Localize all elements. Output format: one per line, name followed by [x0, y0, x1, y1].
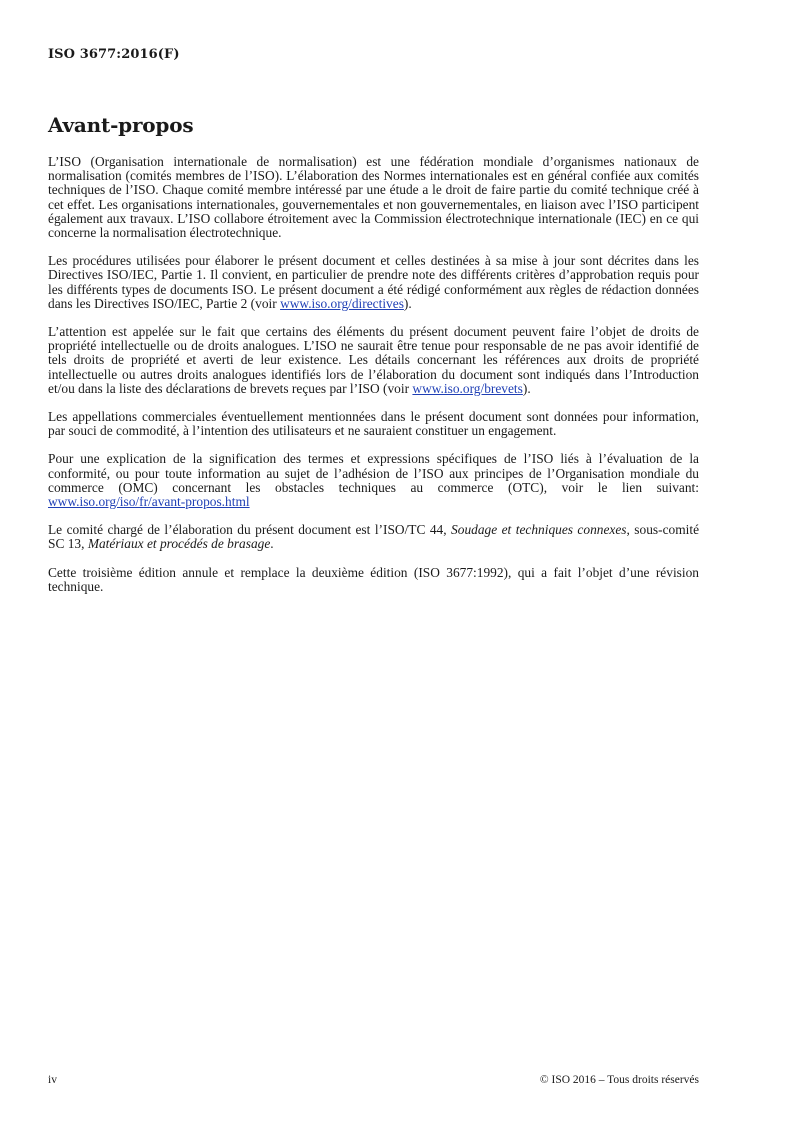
paragraph-6-end: .: [270, 536, 274, 552]
patents-link[interactable]: www.iso.org/brevets: [412, 380, 523, 396]
paragraph-2-text: Les procédures utilisées pour élaborer le présent document et celles destinées à sa mise à jour sont décrites dans les Directives ISO/IEC, Partie 1. Il convient, en particulier de prendre note des différents critères d’approbation requis pour les différents types de documents ISO. Le présent document a été rédigé conformément aux règles de rédaction données dans les Directives ISO/IEC, Partie 2 (voir: [48, 253, 699, 311]
paragraph-2: [48, 254, 699, 311]
paragraph-6-middle: , sous-comité SC 13,: [48, 522, 700, 552]
paragraph-1: L’ISO (Organisation internationale de normalisation) est une fédération mondiale d’organismes nationaux de normalisation (comités membres de l’ISO). L’élaboration des Normes internationales est en général confiée aux comités techniques de l’ISO. Chaque comité membre intéressé par une étude a le droit de faire partie du comité technique créé à cet effet. Les organisations internationales, gouvernementales et non gouvernementales, en liaison avec l’ISO participent également aux travaux. L’ISO collabore étroitement avec la Commission électrotechnique internationale (IEC) en ce qui concerne la normalisation électrotechnique.: [48, 154, 699, 241]
paragraph-5-text: Pour une explication de la signification des termes et expressions spécifiques de l’ISO liés à l’évaluation de la conformité, ou pour toute information au sujet de l’adhésion de l’ISO aux principes de l’Organisation mondiale du commerce (OMC) concernant les obstacles techniques au commerce (OTC), voir le lien suivant:: [48, 451, 699, 495]
paragraph-3-end: ).: [522, 380, 531, 396]
section-title: Avant-propos: [48, 113, 194, 137]
foreword-info-link[interactable]: www.iso.org/iso/fr/avant-propos.html: [48, 494, 250, 510]
paragraph-3-text: L’attention est appelée sur le fait que certains des éléments du présent document peuvent faire l’objet de droits de propriété intellectuelle ou de droits analogues. L’ISO ne saurait être tenue pour responsable de ne pas avoir identifié de tels droits de propriété et averti de leur existence. Les détails concernant les références aux droits de propriété intellectuelle ou autres droits analogues identifiés lors de l’élaboration du document sont indiqués dans l’Introduction et/ou dans la liste des déclarations de brevets reçues par l’ISO (voir: [48, 324, 699, 396]
committee-title: Soudage et techniques connexes: [451, 522, 627, 538]
paragraph-3: [48, 325, 699, 396]
paragraph-2-end: ).: [403, 295, 412, 311]
paragraph-7: Cette troisième édition annule et remplace la deuxième édition (ISO 3677:1992), qui a fait l’objet d’une révision technique.: [48, 564, 699, 594]
document-id: ISO 3677:2016(F): [48, 47, 180, 62]
paragraph-6-text: Le comité chargé de l’élaboration du présent document est l’ISO/TC 44,: [48, 522, 452, 538]
paragraph-6: [48, 523, 699, 551]
foreword-body: [48, 155, 699, 608]
subcommittee-title: Matériaux et procédés de brasage: [87, 536, 271, 552]
paragraph-4: Les appellations commerciales éventuellement mentionnées dans le présent document sont données pour information, par souci de commodité, à l’intention des utilisateurs et ne sauraient constituer un engagement.: [48, 409, 699, 439]
directives-link[interactable]: www.iso.org/directives: [280, 295, 404, 311]
copyright-notice: © ISO 2016 – Tous droits réservés: [539, 1074, 699, 1086]
page-number: iv: [48, 1074, 57, 1086]
paragraph-5: [48, 452, 699, 509]
